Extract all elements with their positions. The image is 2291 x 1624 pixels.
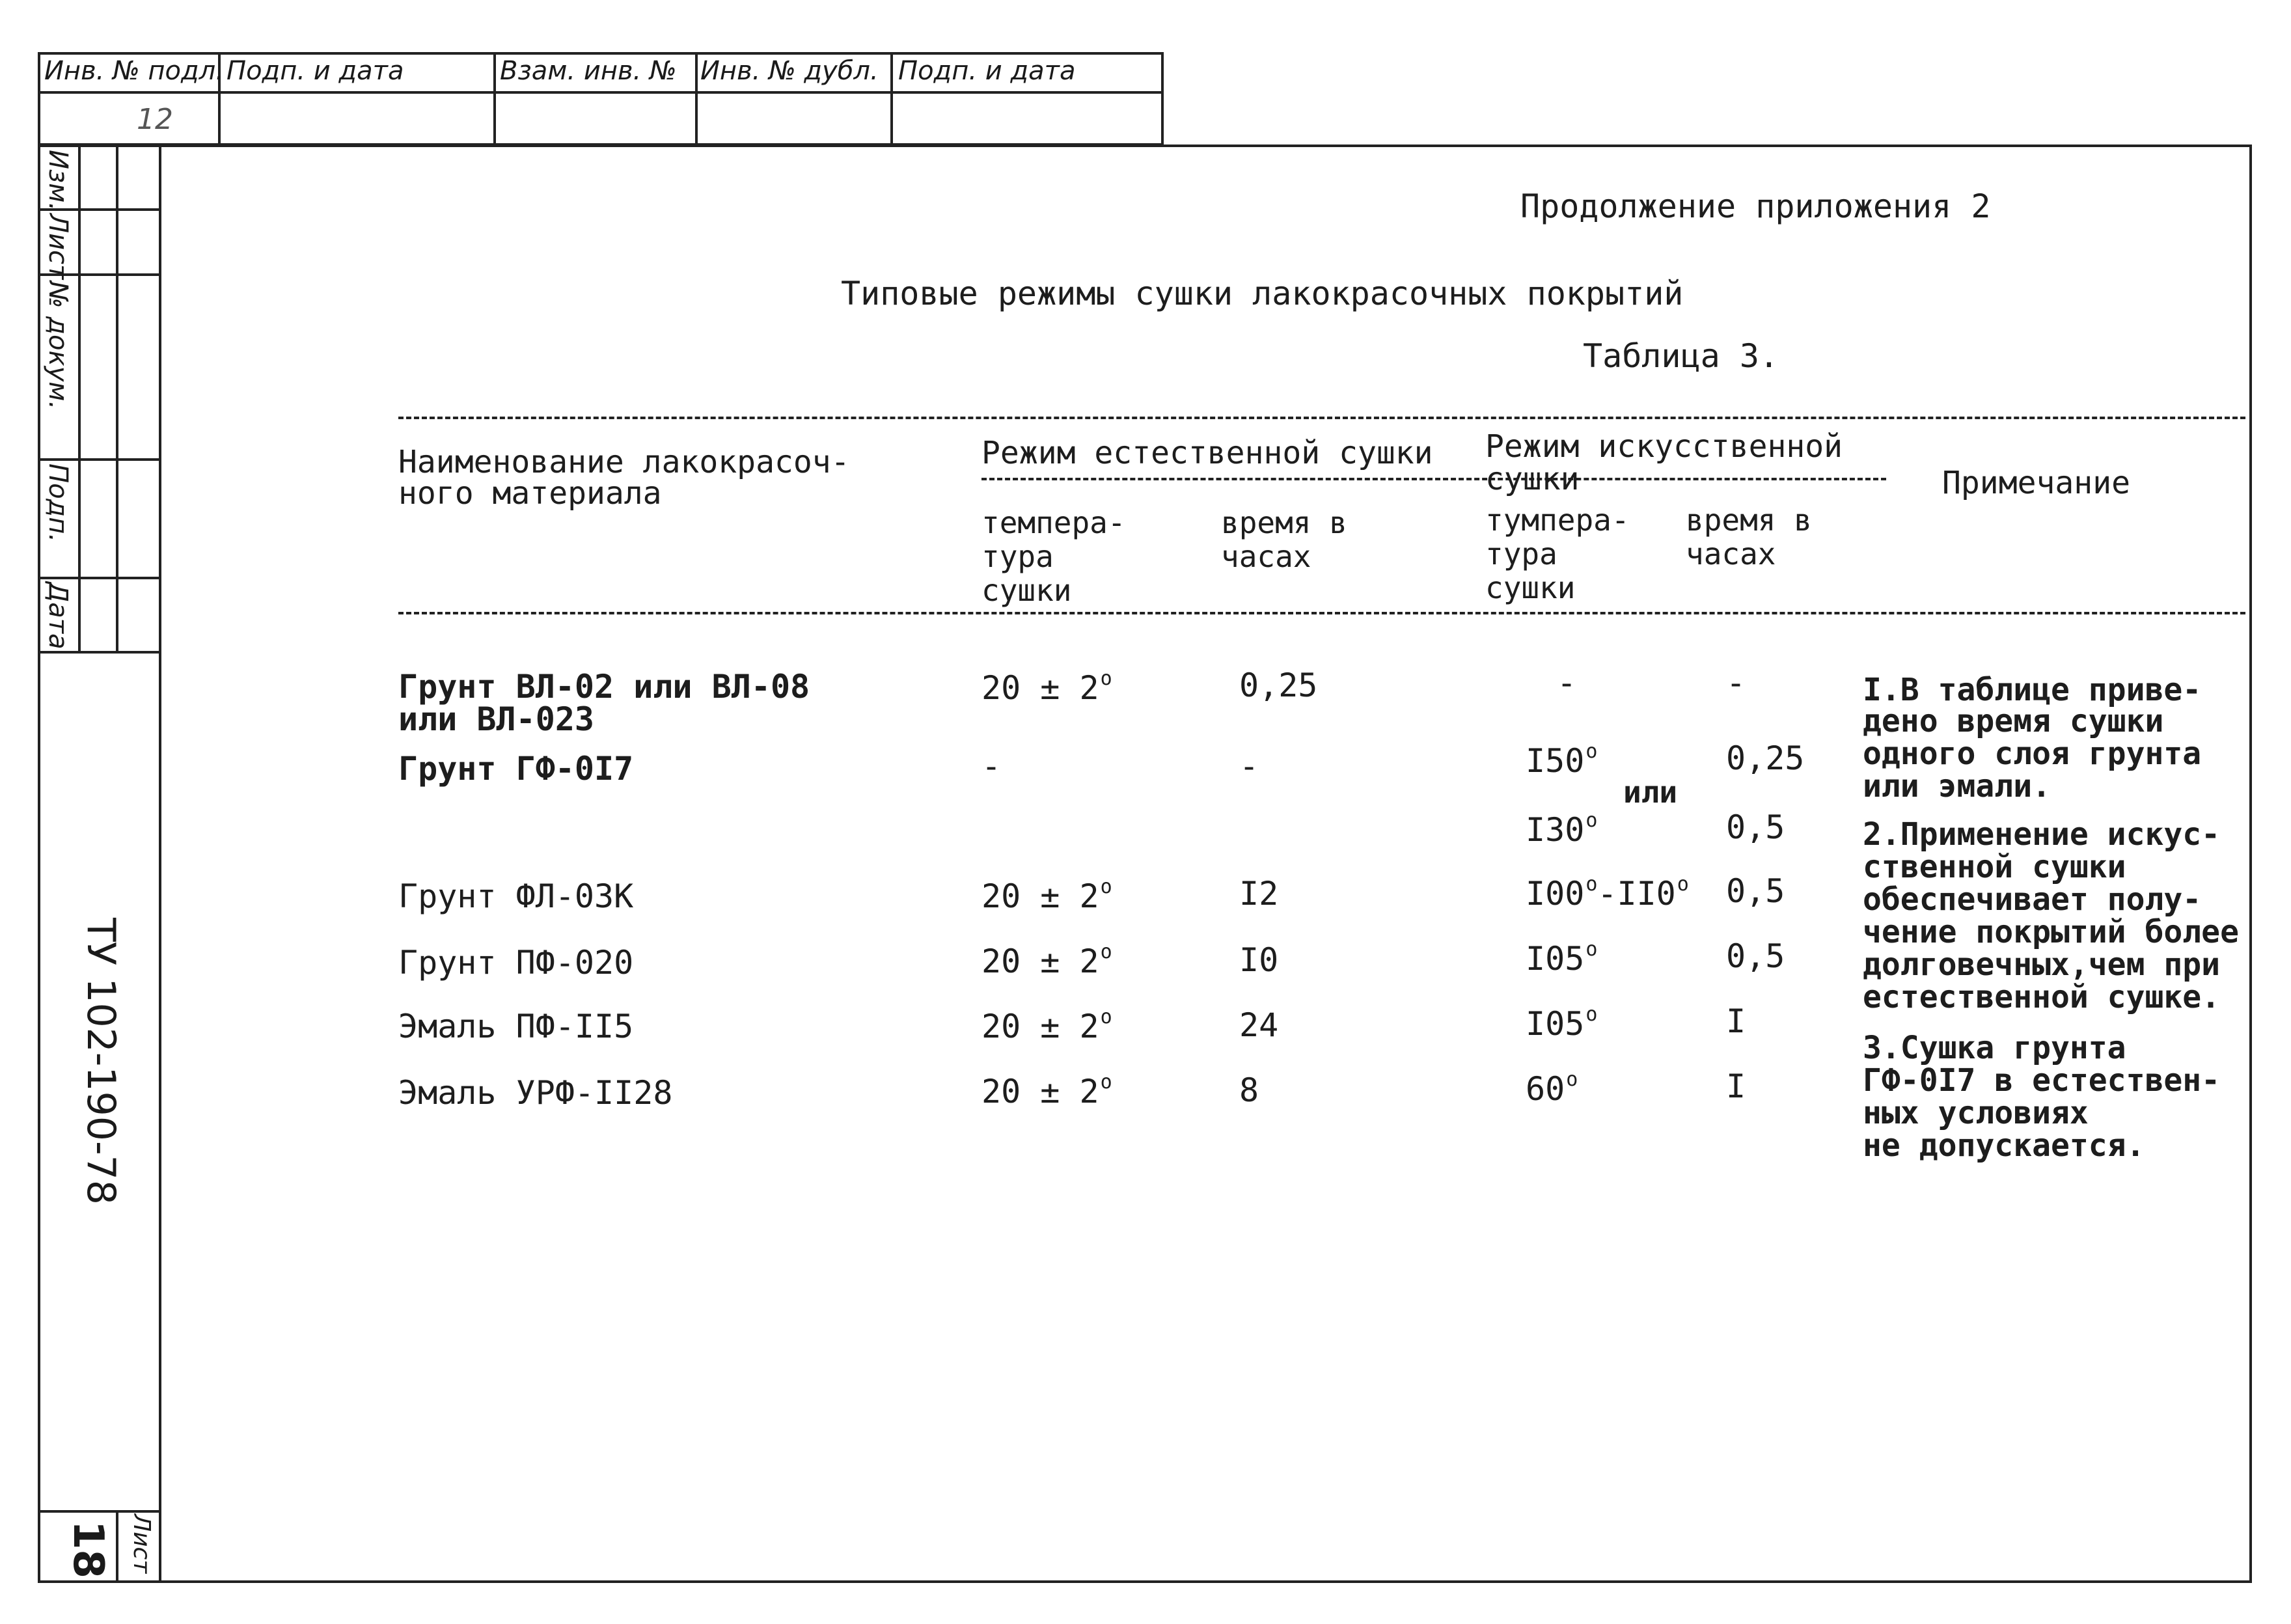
stamp-header-replace-inv: Взам. инв. № (500, 56, 677, 86)
or-word: или (1623, 775, 1678, 810)
stamp-label-doc-num: № докум. (43, 281, 73, 410)
table-row-time-artificial: I (1726, 1002, 1746, 1040)
binding-strip-line (159, 145, 161, 1583)
table-row-name: Эмаль ПФ-II5 (398, 1008, 634, 1045)
artificial-drying-group-1: Режим искусственной (1485, 428, 1843, 465)
left-stamp-divider (38, 577, 160, 579)
sub-time-artificial-2: часах (1686, 536, 1776, 571)
sheet-box-top (38, 1510, 160, 1513)
stamp-header-inv-dubl: Инв. № дубл. (700, 56, 879, 86)
note-line: ГФ-0I7 в естествен- (1863, 1062, 2221, 1099)
note-line: 2.Применение искус- (1863, 816, 2221, 853)
note-line: чение покрытий более (1863, 914, 2239, 950)
sub-temp-natural-1: темпера- (981, 505, 1126, 540)
sheet-box-divider (116, 1510, 118, 1583)
table-row-temp-natural: $20 \pm 2^o$ (981, 1071, 1112, 1110)
note-line: I.В таблице приве- (1863, 672, 2202, 708)
sub-temp-artificial-3: сушки (1485, 570, 1576, 605)
sub-time-artificial-1: время в (1686, 502, 1812, 538)
continuation-label: Продолжение приложения 2 (1520, 187, 1991, 225)
left-stamp-line (116, 145, 118, 652)
table-row-name: Грунт ФЛ-03К (398, 877, 634, 915)
table-row-temp-artificial: I00$^o$-II0$^o$ (1526, 873, 1689, 913)
top-stamp-col-line (493, 52, 496, 146)
table-row-name: Грунт ВЛ-02 или ВЛ-08 (398, 668, 810, 706)
sub-temp-artificial-2: тура (1485, 536, 1557, 571)
table-row-temp-artificial: I50$^o$ (1526, 740, 1598, 780)
note-line: дено время сушки (1863, 703, 2164, 739)
group-sub-rule (981, 478, 1886, 480)
note-header: Примечание (1942, 465, 2130, 501)
note-line: ных условиях (1863, 1095, 2089, 1131)
sheet-number: 18 (64, 1521, 112, 1579)
natural-drying-group: Режим естественной сушки (981, 435, 1433, 471)
table-row-temp-natural: $20 \pm 2^o$ (981, 667, 1112, 707)
top-stamp-col-line (890, 52, 893, 146)
table-row-temp-natural: $20 \pm 2^o$ (981, 941, 1112, 980)
table-row-time-natural: I0 (1239, 941, 1279, 979)
sheet-label: Лист (128, 1514, 155, 1574)
note-line: долговечных,чем при (1863, 946, 2221, 983)
table-row-temp-artificial: I05$^o$ (1526, 938, 1598, 978)
table-row-time-artificial: 0,5 (1726, 808, 1785, 846)
table-row-time-natural: - (1239, 747, 1259, 785)
stamp-label-podp: Подп. (43, 463, 73, 543)
table-row-temp-artificial: I30$^o$ (1526, 809, 1598, 849)
table-number: Таблица 3. (1583, 337, 1779, 375)
table-row-time-artificial: I (1726, 1067, 1746, 1105)
document-title: Типовые режимы сушки лакокрасочных покрытий (841, 275, 1684, 312)
table-row-time-artificial: - (1726, 664, 1746, 702)
stamp-header-inv-podl: Инв. № подл. (44, 56, 224, 86)
table-row-time-natural: 24 (1239, 1006, 1279, 1044)
table-row-temp-natural: - (981, 747, 1002, 785)
table-row-name: Грунт ГФ-0I7 (398, 750, 634, 788)
table-row-time-natural: 0,25 (1239, 667, 1318, 704)
left-stamp-line (78, 145, 81, 652)
table-row-temp-natural: $20 \pm 2^o$ (981, 1006, 1112, 1045)
top-stamp-col-line (695, 52, 698, 146)
note-line: 3.Сушка грунта (1863, 1030, 2126, 1066)
stamp-inv-podl-value: 12 (137, 103, 173, 136)
table-top-rule (398, 417, 2245, 419)
note-line: не допускается. (1863, 1127, 2145, 1164)
table-header-bottom-rule (398, 612, 2245, 614)
sub-time-natural-1: время в (1221, 505, 1347, 540)
table-row-name: Грунт ПФ-020 (398, 944, 634, 982)
table-row-time-artificial: 0,25 (1726, 739, 1805, 777)
table-row-temp-artificial: 60$^o$ (1526, 1068, 1578, 1108)
note-line: обеспечивает полу- (1863, 881, 2202, 918)
artificial-drying-group-2: сушки (1485, 461, 1580, 497)
table-row-time-natural: I2 (1239, 875, 1279, 913)
col-name-header-1: Наименование лакокрасоч- (398, 444, 850, 480)
note-line: или эмали. (1863, 768, 2051, 805)
stamp-label-izm: Изм. (43, 150, 73, 212)
col-name-header-2: ного материала (398, 475, 662, 512)
note-line: одного слоя грунта (1863, 736, 2202, 772)
sub-temp-natural-2: тура (981, 539, 1054, 574)
sub-time-natural-2: часах (1221, 539, 1311, 574)
note-line: ственной сушки (1863, 849, 2126, 885)
note-line: естественной сушке. (1863, 979, 2221, 1015)
table-row-temp-artificial: I05$^o$ (1526, 1003, 1598, 1043)
top-stamp-divider (38, 91, 1164, 94)
table-row-name-cont: или ВЛ-023 (398, 700, 595, 738)
sub-temp-artificial-1: тумпера- (1485, 502, 1630, 538)
left-stamp-divider (38, 651, 160, 654)
doc-code: ТУ 102-190-78 (78, 918, 124, 1205)
table-row-name: Эмаль УРФ-II28 (398, 1074, 673, 1112)
table-row-temp-natural: $20 \pm 2^o$ (981, 875, 1112, 915)
stamp-label-date: Дата (43, 582, 73, 650)
sub-temp-natural-3: сушки (981, 573, 1072, 608)
table-row-time-natural: 8 (1239, 1071, 1259, 1109)
left-stamp-divider (38, 458, 160, 461)
table-row-time-artificial: 0,5 (1726, 872, 1785, 910)
table-row-temp-artificial: - (1557, 664, 1577, 702)
table-row-time-artificial: 0,5 (1726, 937, 1785, 975)
stamp-label-list: Лист (43, 213, 73, 280)
stamp-header-sign-date: Подп. и дата (226, 56, 404, 86)
stamp-header-sign-date-2: Подп. и дата (898, 56, 1076, 86)
